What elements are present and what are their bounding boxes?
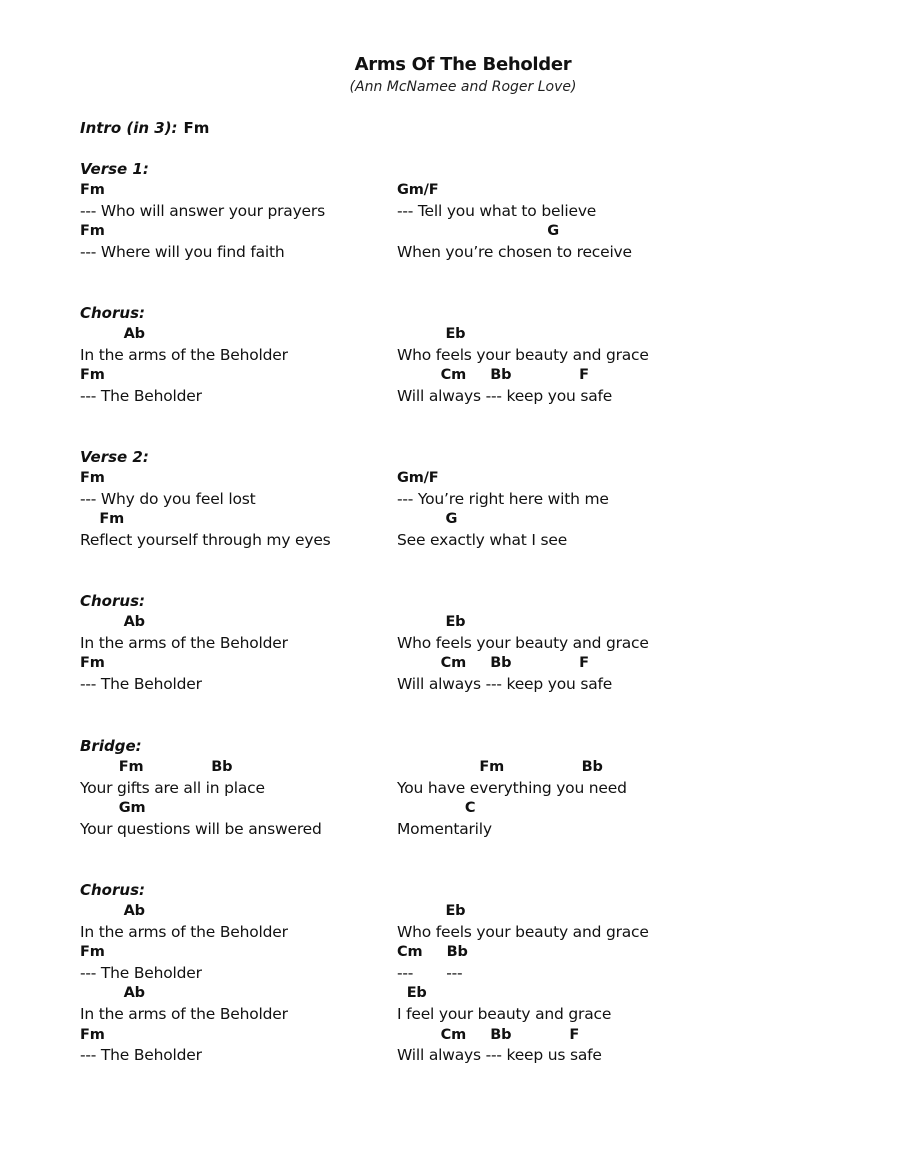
lyric-line: In the arms of the Beholder (80, 1005, 288, 1023)
chord-line: Ab (80, 326, 145, 342)
lyric-line: Who feels your beauty and grace (397, 345, 649, 364)
chord-line: Eb (397, 903, 466, 919)
chord-line: Fm Bb (397, 759, 603, 775)
section-label: Chorus: (80, 304, 145, 322)
chord-line: Cm Bb (397, 944, 468, 961)
chord-line: Cm Bb F (397, 1026, 580, 1043)
section-label: Verse 1: (80, 160, 149, 178)
song-title: Arms Of The Beholder (354, 54, 572, 75)
lyric-line: I feel your beauty and grace (397, 1005, 612, 1023)
lyric-line: In the arms of the Beholder (80, 633, 288, 652)
lyric-line: Momentarily (397, 819, 492, 838)
section-label: Verse 2: (80, 448, 149, 466)
lyric-line: --- The Beholder (80, 674, 202, 693)
intro-label: Intro (in 3): (80, 119, 178, 137)
lyric-line: --- You’re right here with me (397, 489, 609, 508)
chord-line: Eb (397, 985, 427, 1002)
section-label: Chorus: (80, 592, 145, 610)
lyric-line: --- The Beholder (80, 386, 202, 405)
chord-line: Fm (80, 182, 105, 198)
chord-line: Eb (397, 614, 466, 630)
chord-line: G (397, 511, 458, 528)
lyric-line: --- The Beholder (80, 963, 202, 982)
chord-line: Gm (80, 800, 146, 817)
chord-line: C (397, 800, 476, 817)
lyric-line: Your gifts are all in place (80, 778, 265, 797)
intro (80, 119, 209, 137)
chord-line: Cm Bb F (397, 655, 589, 672)
chord-line: Fm (80, 367, 105, 384)
chord-line: Ab (80, 985, 145, 1002)
lyric-line: Your questions will be answered (80, 819, 322, 838)
chord-line: Fm (80, 470, 105, 486)
lyric-line: When you’re chosen to receive (397, 242, 632, 261)
lyric-line: Will always --- keep us safe (397, 1046, 602, 1065)
lyric-line: In the arms of the Beholder (80, 345, 288, 364)
section-label: Bridge: (80, 737, 142, 755)
lyric-line: --- Tell you what to believe (397, 201, 597, 220)
lyric-line: Will always --- keep you safe (397, 674, 613, 693)
lyric-line: Who feels your beauty and grace (397, 922, 649, 941)
chord-line: Fm (80, 1026, 105, 1043)
lyric-line: --- The Beholder (80, 1046, 202, 1065)
lyric-line: You have everything you need (397, 778, 627, 797)
section-label: Chorus: (80, 881, 145, 899)
chord-line: Fm (80, 655, 105, 672)
intro-chord: Fm (183, 119, 210, 137)
chord-line: Fm Bb (80, 759, 233, 775)
lyric-line: Reflect yourself through my eyes (80, 530, 331, 549)
chord-line: Ab (80, 903, 145, 919)
lyric-line: --- Who will answer your prayers (80, 201, 325, 220)
chord-line: Gm/F (397, 470, 439, 486)
chord-line: Ab (80, 614, 145, 630)
lyric-line: Will always --- keep you safe (397, 386, 613, 405)
lyric-line: Who feels your beauty and grace (397, 633, 649, 652)
lyric-line: --- --- (397, 963, 463, 982)
lyric-line: --- Why do you feel lost (80, 489, 256, 508)
chord-line: Gm/F (397, 182, 439, 198)
chord-line: Eb (397, 326, 466, 342)
chord-line: Fm (80, 944, 105, 961)
chord-line: Cm Bb F (397, 367, 589, 384)
chord-line: Fm (80, 223, 105, 240)
chord-line: G (397, 223, 559, 240)
lyric-line: See exactly what I see (397, 530, 568, 549)
song-authors: (Ann McNamee and Roger Love) (349, 79, 577, 95)
lyric-line: --- Where will you find faith (80, 242, 285, 261)
chord-line: Fm (80, 511, 125, 528)
lyric-line: In the arms of the Beholder (80, 922, 288, 941)
